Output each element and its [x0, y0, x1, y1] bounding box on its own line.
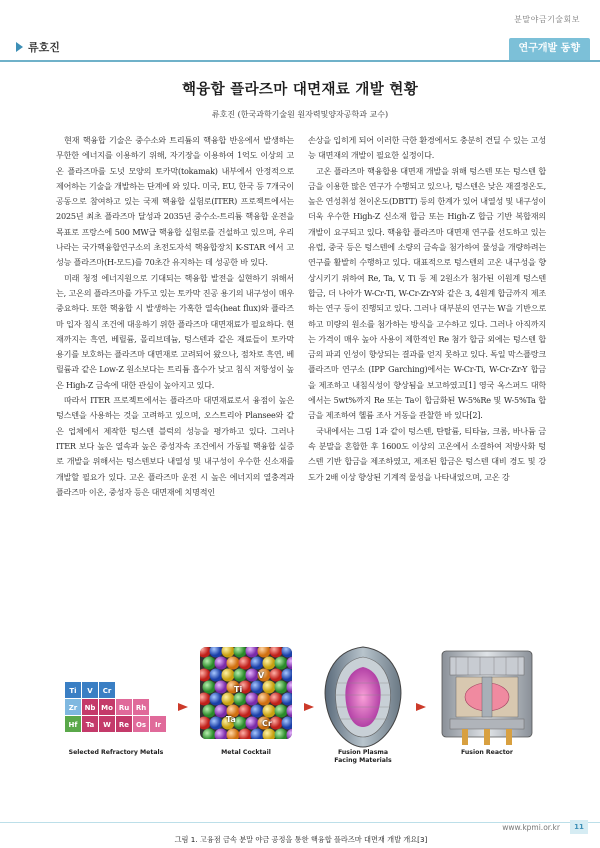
element-cell-ru: Ru [115, 698, 133, 716]
figure-1 [56, 643, 546, 843]
right-column [308, 133, 546, 500]
metal-sphere [275, 729, 288, 742]
label-metal-cocktail: Metal Cocktail [221, 749, 271, 756]
header-divider [0, 60, 600, 62]
left-column [56, 133, 294, 500]
metal-sphere [275, 657, 288, 670]
metal-sphere [246, 717, 259, 730]
cocktail-label-ti: Ti [234, 685, 243, 694]
element-cell-ti: Ti [64, 681, 82, 699]
cocktail-label-cr: Cr [262, 719, 272, 728]
metal-sphere [210, 717, 223, 730]
metal-sphere [203, 729, 216, 742]
metal-sphere [263, 705, 276, 718]
paragraph: 따라서 ITER 프로젝트에서는 플라즈마 대면재료로서 융점이 높은 텅스텐을 사용하는 것을 고려하고 있으며, 오스트리아 Plansee와 같은 업체에서 제작한 텅스텐 블럭의 성능을 평가하고 있다. 그러나 ITER 보다 높은 열속과 높은 중성자속 조건에서 가동될 핵융합 실증로 개발을 위해서는 텅스텐보다 내열성 및 내구성이 우수한 신소재를 개발할 필요가 있다. 고온 플라즈마 운전 시 높은 에너지의 열충격과 플라즈마 이온, 중성자 등은 대면재에 치명적인 [56, 395, 294, 497]
element-cell-v: V [81, 681, 99, 699]
paragraph: 손상을 입히게 되어 이러한 극한 환경에서도 충분히 견딜 수 있는 고성능 대면재의 개발이 필요한 실정이다. [308, 135, 546, 161]
metal-sphere [203, 705, 216, 718]
metal-sphere [239, 705, 252, 718]
refractory-metals-panel [64, 649, 164, 749]
element-cell-hf: Hf [64, 715, 82, 733]
page-title: 핵융합 플라즈마 대면재료 개발 현황 [182, 82, 418, 98]
metal-sphere [215, 657, 228, 670]
element-cell-mo: Mo [98, 698, 116, 716]
label-refractory-metals: Selected Refractory Metals [68, 749, 164, 756]
metal-sphere [282, 645, 295, 658]
metal-sphere [263, 657, 276, 670]
element-cell-os: Os [132, 715, 150, 733]
metal-sphere [270, 693, 283, 706]
plasma-facing-panel [318, 643, 408, 751]
metal-sphere [263, 681, 276, 694]
paragraph: 현재 핵융합 기술은 중수소와 트리튬의 핵융합 반응에서 발생하는 무한한 에너지를 이용하기 위해, 자기장을 이용하여 1억도 이상의 고온 플라즈마를 도넛 모양의 토카막(tokamak) 내부에서 안정적으로 제어하는 기술을 개발하는 단계에 와 있다. 미국, EU, 한국 등 7개국이 공동으로 참여하고 있는 국제 핵융합 실험로(ITER) 프로젝트에서는 2025년 최초 플라즈마 달성과 2035년 중수소-트리튬 핵융합 운전을 목표로 프랑스에 500 MW급 핵융합 실험로를 건설하고 있으며, 우리나라는 국가핵융합연구소의 초전도자석 핵융합장치 K-STAR 에서 고성능 플라즈마(H-모드)를 70초간 유지하는 데 성공한 바 있다. [56, 135, 294, 268]
metal-sphere [234, 645, 247, 658]
metal-sphere [215, 729, 228, 742]
metal-sphere [198, 717, 211, 730]
metal-sphere [234, 669, 247, 682]
paragraph: 고온 플라즈마 핵융합용 대면재 개발을 위해 텅스텐 또는 텅스텐 합금을 이용한 많은 연구가 수행되고 있으나, 텅스텐은 낮은 재결정온도, 높은 연성취성 천이온도(DBTT) 등의 한계가 있어 내열성 및 내구성이 더욱 우수한 High-Z 신소재 합금 또는 High-Z 합금 기반 복합재의 개발이 요구되고 있다. 핵융합 플라즈마 대면재 연구를 선도하고 있는 유럽, 중국 등은 텅스텐에 소량의 금속을 첨가하여 물성을 개량하려는 연구를 활발히 수행하고 있다. 대표적으로 텅스텐의 고온 내구성을 향상시키기 위하여 Re, Ta, V, Ti 등 제 2원소가 첨가된 이원계 텅스텐 합금, 더 나아가 W-Cr-Ti, W-Cr-Zr-Y와 같은 3, 4원계 합금까지 제조하는 연구 등이 진행되고 있다. 그러나 대부분의 연구는 W을 기반으로 하고 미량의 원소를 첨가하는 방식을 고수하고 있다. 그러나 아직까지는 가격이 매우 높아 사용이 제한적인 Re 첨가 합금 외에는 텅스텐 합금의 파괴 인성이 향상되는 결과를 얻지 못하고 있다. 독일 막스플랑크 플라즈마 연구소 (IPP Garching)에서는 W-Cr-Ti, W-Cr-Zr-Y 합금을 제조하고 내침식성이 향상됨을 보고하였고[1] 영국 옥스퍼드 대학에서는 5wt%까지 Re 또는 Ta이 합금화된 W-5%Re 및 W-5%Ta 합금을 제조하여 헬륨 조사 거동을 관찰한 바 있다[2]. [308, 165, 546, 421]
metal-sphere [222, 669, 235, 682]
byline: 류호진 (한국과학기술원 원자력및양자공학과 교수) [211, 110, 389, 119]
footer-url: www.kpmi.or.kr [502, 823, 560, 832]
metal-sphere [239, 729, 252, 742]
metal-cocktail-image [196, 643, 296, 743]
fusion-reactor-image [432, 643, 542, 751]
metal-sphere [263, 729, 276, 742]
title-block [0, 78, 600, 120]
metal-sphere [251, 657, 264, 670]
section-header [0, 34, 600, 62]
element-cell-nb: Nb [81, 698, 99, 716]
paragraph: 국내에서는 그림 1과 같이 텅스텐, 탄탈륨, 티타늄, 크롬, 바나듐 금속 분말을 혼합한 후 1600도 이상의 고온에서 소결하여 저방사화 텅스텐 기반 합금을 제조하였고, 제조된 합금은 텅스텐 대비 경도 및 강도가 2배 이상 향상된 기계적 물성을 나타내었으며, 고온 강 [308, 425, 546, 482]
arrow-icon [304, 703, 314, 711]
metal-sphere [198, 693, 211, 706]
element-cell-re: Re [115, 715, 133, 733]
metal-sphere [251, 681, 264, 694]
element-cell-w: W [98, 715, 116, 733]
metal-cocktail-panel [196, 643, 296, 743]
metal-sphere [210, 645, 223, 658]
metal-sphere [239, 657, 252, 670]
metal-sphere [203, 681, 216, 694]
label-plasma-facing [308, 749, 418, 765]
fusion-reactor-panel [432, 643, 542, 751]
arrow-icon [178, 703, 188, 711]
metal-sphere [258, 693, 271, 706]
metal-sphere [251, 705, 264, 718]
metal-sphere [215, 681, 228, 694]
metal-sphere [203, 657, 216, 670]
element-cell-cr: Cr [98, 681, 116, 699]
label-plasma-line1: Fusion Plasma [337, 749, 389, 756]
metal-sphere [282, 717, 295, 730]
section-tab: 연구개발 동향 [509, 38, 590, 60]
metal-sphere [282, 669, 295, 682]
journal-name: 분말야금기술회보 [514, 15, 580, 24]
metal-sphere [275, 681, 288, 694]
element-cell-rh: Rh [132, 698, 150, 716]
metal-sphere [198, 669, 211, 682]
metal-sphere [270, 669, 283, 682]
metal-sphere [198, 645, 211, 658]
figure-caption: 그림 1. 고융점 금속 분말 야금 공정을 통한 핵융합 플라즈마 대면재 개발 개요[3] [174, 835, 428, 844]
metal-sphere [246, 669, 259, 682]
metal-sphere [246, 693, 259, 706]
arrow-icon [416, 703, 426, 711]
metal-sphere [246, 645, 259, 658]
article-body [56, 133, 546, 500]
triangle-arrow-icon [16, 42, 23, 52]
metal-sphere [210, 693, 223, 706]
metal-sphere [227, 657, 240, 670]
element-cell-zr: Zr [64, 698, 82, 716]
metal-sphere [282, 693, 295, 706]
metal-sphere [275, 705, 288, 718]
metal-sphere [258, 645, 271, 658]
metal-sphere [222, 693, 235, 706]
cocktail-label-ta: Ta [226, 715, 236, 724]
label-fusion-reactor: Fusion Reactor [460, 749, 513, 756]
element-cell-ta: Ta [81, 715, 99, 733]
metal-sphere [210, 669, 223, 682]
tokamak-cross-section-image [318, 643, 408, 751]
metal-sphere [251, 729, 264, 742]
header-author: 류호진 [28, 41, 60, 54]
cocktail-label-v: V [258, 671, 265, 680]
metal-sphere [234, 693, 247, 706]
metal-sphere [222, 645, 235, 658]
page-number: 11 [570, 820, 588, 834]
paragraph: 미래 청정 에너지원으로 기대되는 핵융합 발전을 실현하기 위해서는, 고온의 플라즈마를 가두고 있는 토카막 진공 용기의 내구성이 매우 중요하다. 또한 핵융합 시 발생하는 가혹한 열속(heat flux)와 플라즈마 입자 침식 조건에 대응하기 위한 플라즈마 대면재료가 필요하다. 현재까지는 흑연, 베릴륨, 몰리브데늄, 텅스텐과 같은 재료들이 토카막 용기를 보호하는 플라즈마 대면재로 고려되어 왔으나, 점차로 흑연, 베릴륨과 같은 Low-Z 원소보다는 트리튬 흡수가 낮고 침식 저항성이 높은 High-Z 금속에 대한 관심이 높아지고 있다. [56, 272, 294, 390]
label-plasma-line2: Facing Materials [334, 757, 392, 764]
metal-sphere [270, 645, 283, 658]
metal-sphere [227, 729, 240, 742]
element-cell-ir: Ir [149, 715, 167, 733]
